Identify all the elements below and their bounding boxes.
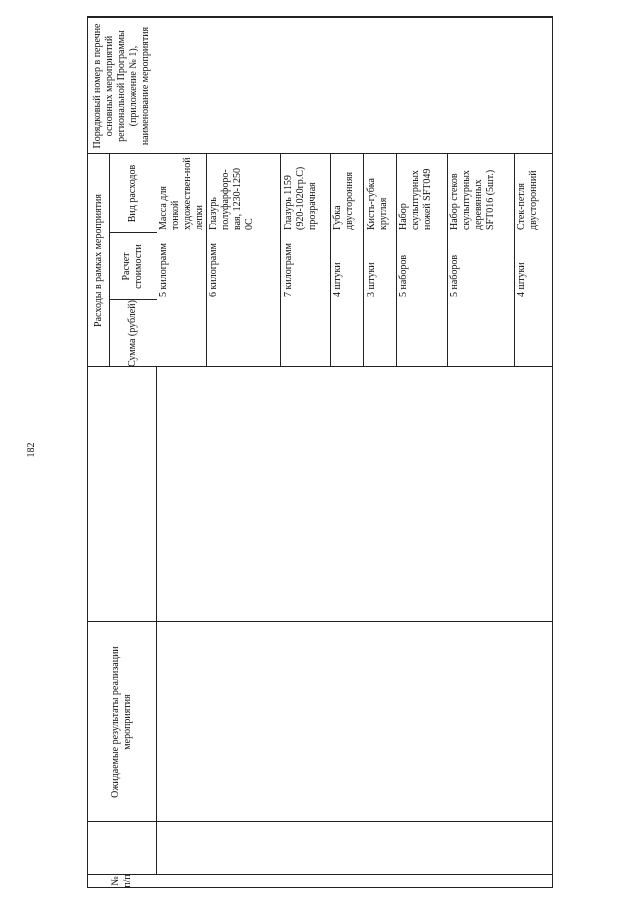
- table-row-sum: [332, 302, 362, 364]
- header-sum: Сумма (рублей): [127, 300, 138, 367]
- row-divider: [280, 154, 281, 367]
- table-row-type: Набор стеков скульптурных деревянных SFT016 (5шт.): [449, 169, 496, 230]
- table-row-sum: [449, 302, 509, 364]
- column-divider: [87, 153, 553, 154]
- table-row-calc: 7 килограмм: [283, 243, 294, 297]
- table-row-type: Масса для тонкой художествен-ной лепки: [158, 157, 205, 230]
- table-row-calc: 4 штуки: [516, 262, 527, 297]
- table-row-type: Стек-петля двусторонний: [516, 170, 539, 230]
- table-row-sum: [158, 302, 206, 364]
- table-border-bottom: [552, 18, 553, 888]
- table-row-type: Кисть-губка круглая: [366, 178, 389, 230]
- header-num: № п/п: [110, 874, 133, 888]
- row-divider: [396, 154, 397, 367]
- header-divider: [156, 366, 157, 875]
- row-divider: [206, 154, 207, 367]
- row-divider: [330, 154, 331, 367]
- table-row-type: Глазурь полуфарфоро-вая, 1230-1250 0С: [208, 168, 255, 230]
- page-number: 182: [26, 442, 37, 458]
- table-border-left: [87, 887, 553, 888]
- header-type: Вид расходов: [127, 164, 138, 223]
- table-row-type: Набор скульптурных ножей SFT049: [398, 168, 433, 230]
- table-row-sum: [366, 302, 394, 364]
- table-row-type: Губка двусторонняя: [332, 171, 355, 230]
- table-row-sum: [208, 302, 280, 364]
- table-border-right: [87, 17, 553, 18]
- row-divider: [363, 154, 364, 367]
- table-row-calc: 5 килограмм: [158, 243, 169, 297]
- table-row-calc: 5 наборов: [449, 254, 460, 297]
- table-row-sum: [398, 302, 446, 364]
- header-calc: Расчет стоимости: [121, 244, 144, 289]
- table-row-calc: 6 килограмм: [208, 243, 219, 297]
- row-divider: [447, 154, 448, 367]
- table-row-type: Глазурь 1159 (920-1020гр.С) прозрачная: [283, 166, 318, 230]
- table-row-sum: [516, 302, 550, 364]
- table-row-sum: [283, 302, 327, 364]
- column-divider: [87, 16, 553, 17]
- table-row-calc: 4 штуки: [332, 262, 343, 297]
- row-divider: [514, 154, 515, 367]
- table-row-calc: 5 наборов: [398, 254, 409, 297]
- header-expenses: Расходы в рамках мероприятия: [92, 194, 104, 327]
- header-results: Ожидаемые результаты реализации мероприятия: [110, 646, 133, 798]
- table-row-calc: 3 штуки: [366, 262, 377, 297]
- header-program: Порядковый номер в перечне основных мероприятий региональной Программы (приложение № 1), наименование мероприятия: [92, 23, 151, 149]
